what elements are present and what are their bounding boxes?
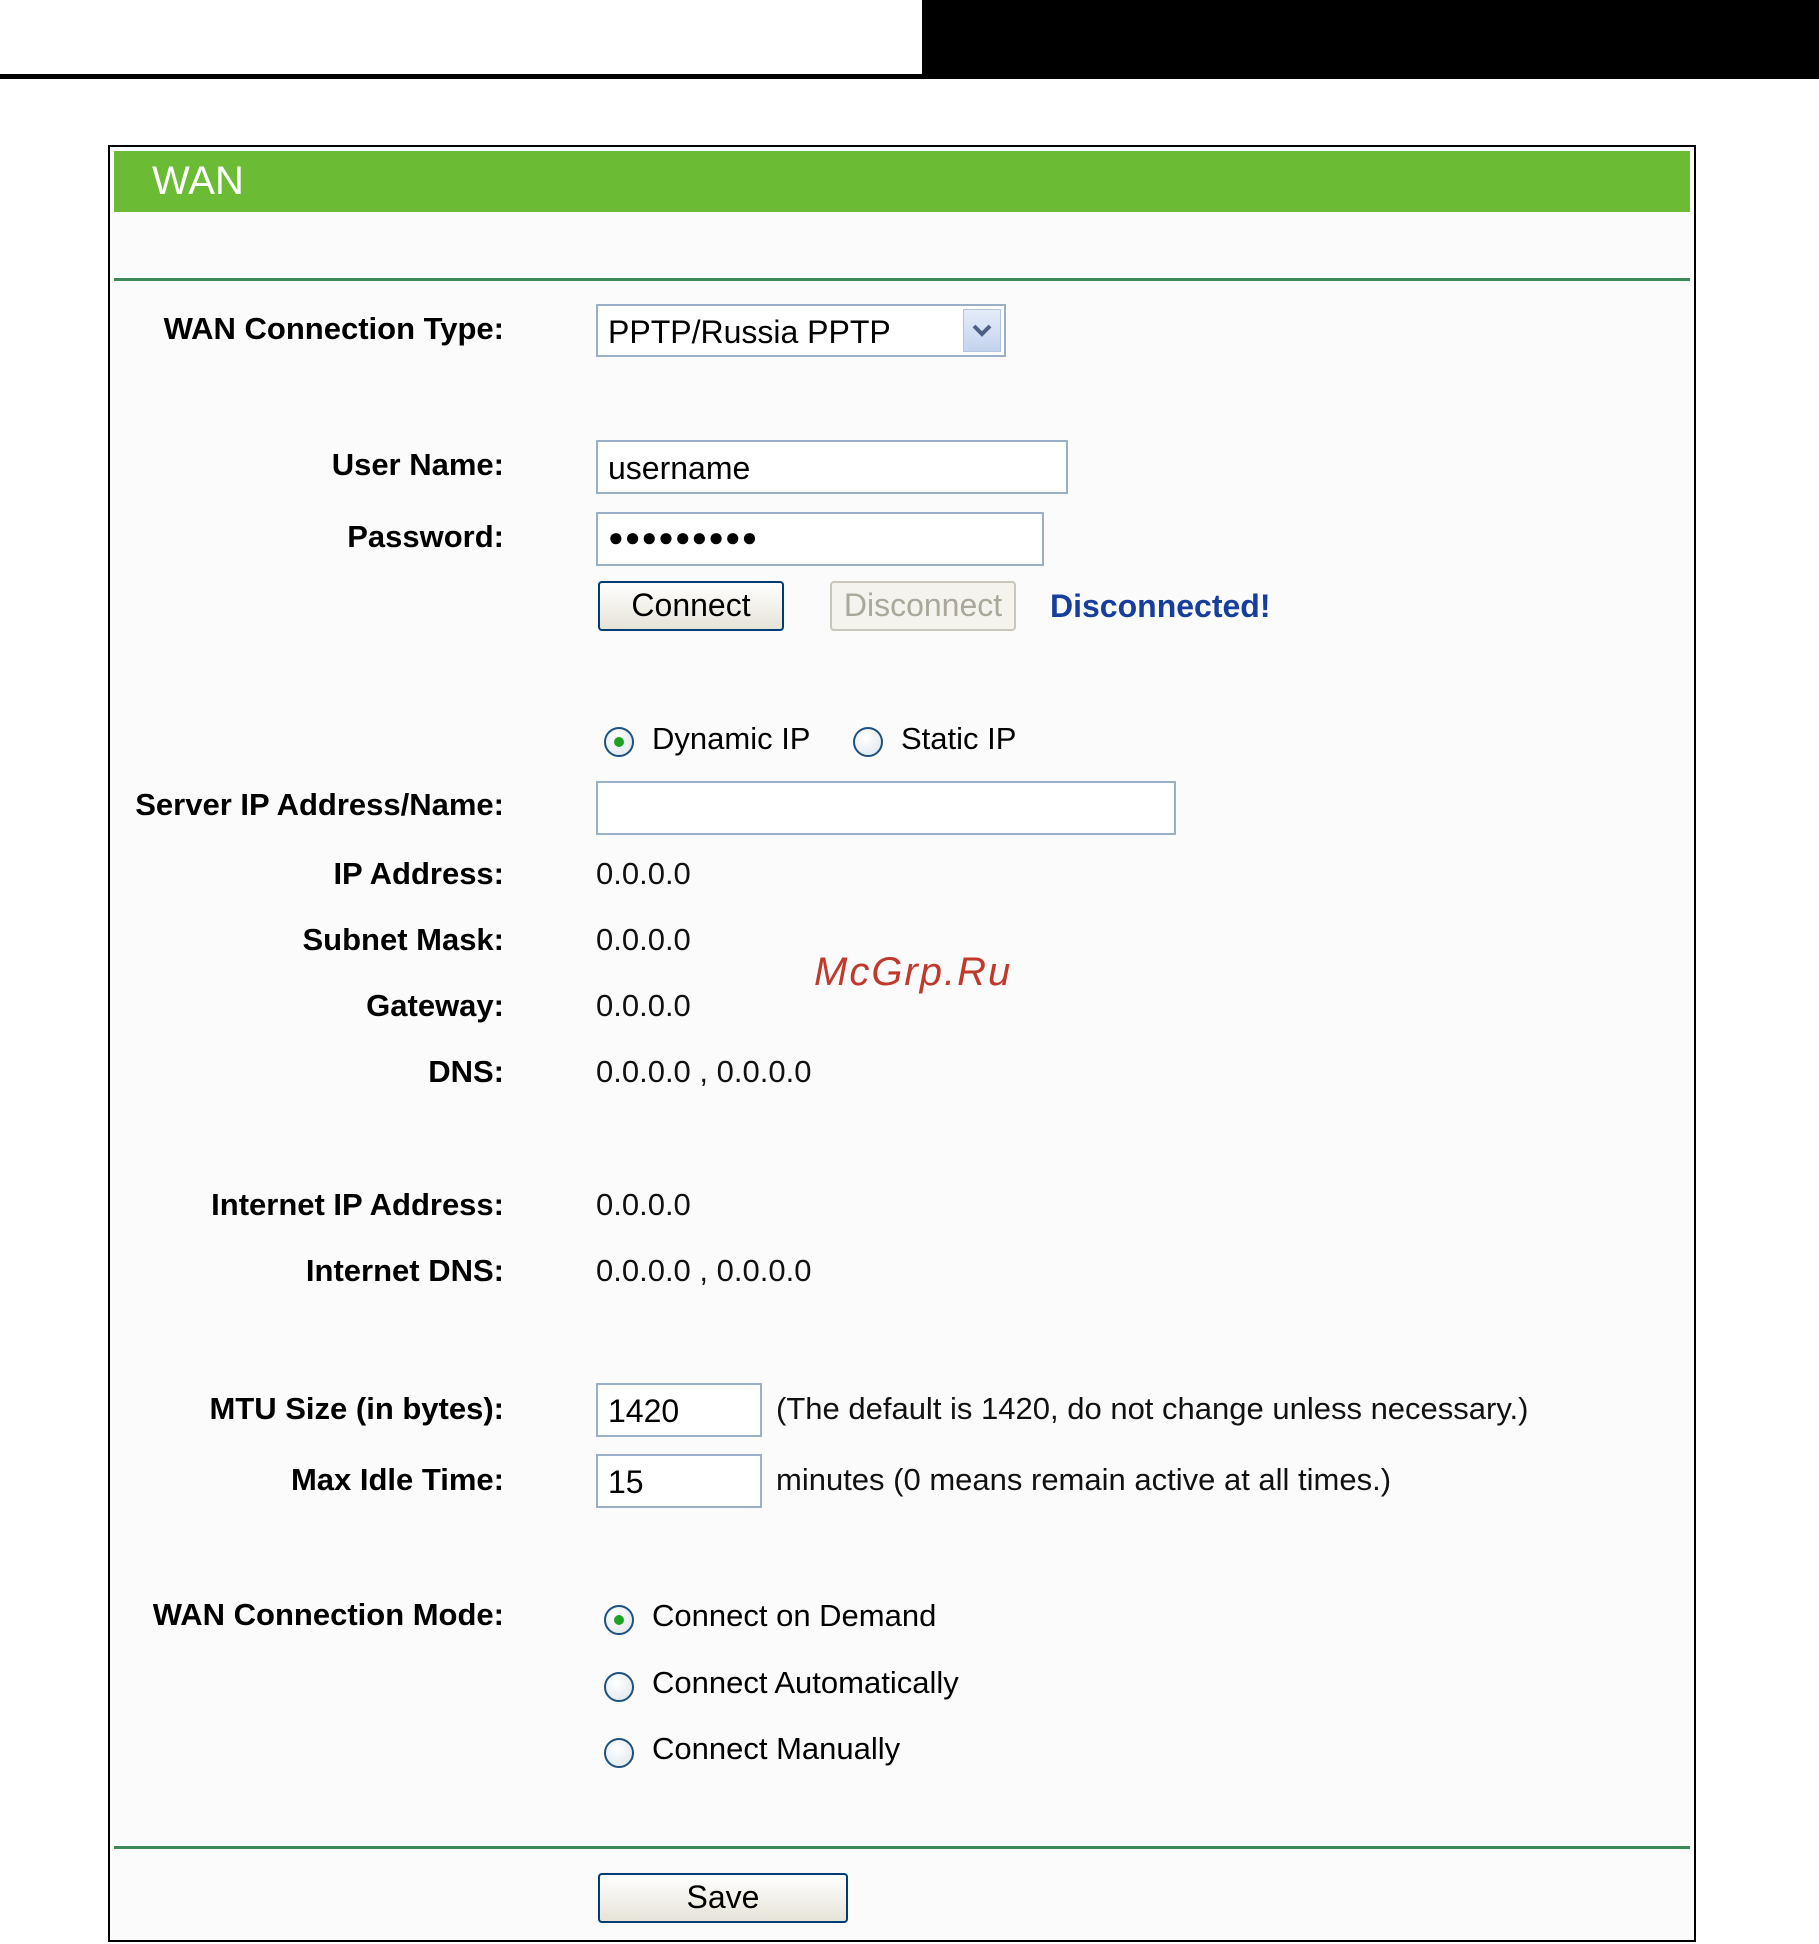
mtu-input[interactable]: 1420 [596,1383,762,1437]
max-idle-input[interactable]: 15 [596,1454,762,1508]
connect-button[interactable]: Connect [598,581,784,631]
internet-dns-value: 0.0.0.0 , 0.0.0.0 [596,1253,812,1288]
static-ip-radio[interactable] [853,727,883,757]
connection-status: Disconnected! [1050,588,1271,624]
dynamic-ip-radio[interactable] [604,727,634,757]
password-input[interactable]: ●●●●●●●●● [596,512,1044,566]
wan-settings-panel [108,145,1696,1942]
password-label: Password: [347,519,504,554]
connect-automatically-radio[interactable] [604,1672,634,1702]
gateway-value: 0.0.0.0 [596,988,691,1023]
save-button[interactable]: Save [598,1873,848,1923]
connection-type-value: PPTP/Russia PPTP [608,314,891,350]
connect-automatically-label: Connect Automatically [652,1665,959,1700]
dynamic-ip-label: Dynamic IP [652,721,811,756]
internet-dns-label: Internet DNS: [305,1253,504,1288]
server-input[interactable] [596,781,1176,835]
username-input[interactable]: username [596,440,1068,494]
mtu-note: (The default is 1420, do not change unless necessary.) [776,1391,1529,1426]
bottom-divider [114,1846,1690,1849]
connection-type-select[interactable] [596,304,1006,357]
connection-type-label: WAN Connection Type: [163,311,504,346]
ip-address-label: IP Address: [333,856,504,891]
chevron-down-icon[interactable] [963,309,1001,352]
ip-address-value: 0.0.0.0 [596,856,691,891]
subnet-mask-value: 0.0.0.0 [596,922,691,957]
internet-ip-label: Internet IP Address: [211,1187,504,1222]
connect-on-demand-label: Connect on Demand [652,1598,937,1633]
connect-on-demand-radio[interactable] [604,1605,634,1635]
max-idle-note: minutes (0 means remain active at all times.) [776,1462,1392,1497]
gateway-label: Gateway: [366,988,504,1023]
page-title: WAN [114,151,1690,212]
static-ip-label: Static IP [901,721,1017,756]
server-label: Server IP Address/Name: [135,787,504,822]
username-label: User Name: [331,447,504,482]
mtu-label: MTU Size (in bytes): [209,1391,504,1426]
dns-label: DNS: [428,1054,504,1089]
connect-manually-radio[interactable] [604,1738,634,1768]
connection-mode-label: WAN Connection Mode: [152,1597,504,1632]
subnet-mask-label: Subnet Mask: [302,922,504,957]
max-idle-label: Max Idle Time: [290,1462,504,1497]
watermark-text: McGrp.Ru [814,950,1013,994]
internet-ip-value: 0.0.0.0 [596,1187,691,1222]
disconnect-button[interactable]: Disconnect [830,581,1016,631]
connect-manually-label: Connect Manually [652,1731,901,1766]
dns-value: 0.0.0.0 , 0.0.0.0 [596,1054,812,1089]
header-rule [0,74,1819,79]
header-black-block [922,0,1819,76]
top-divider [114,278,1690,281]
